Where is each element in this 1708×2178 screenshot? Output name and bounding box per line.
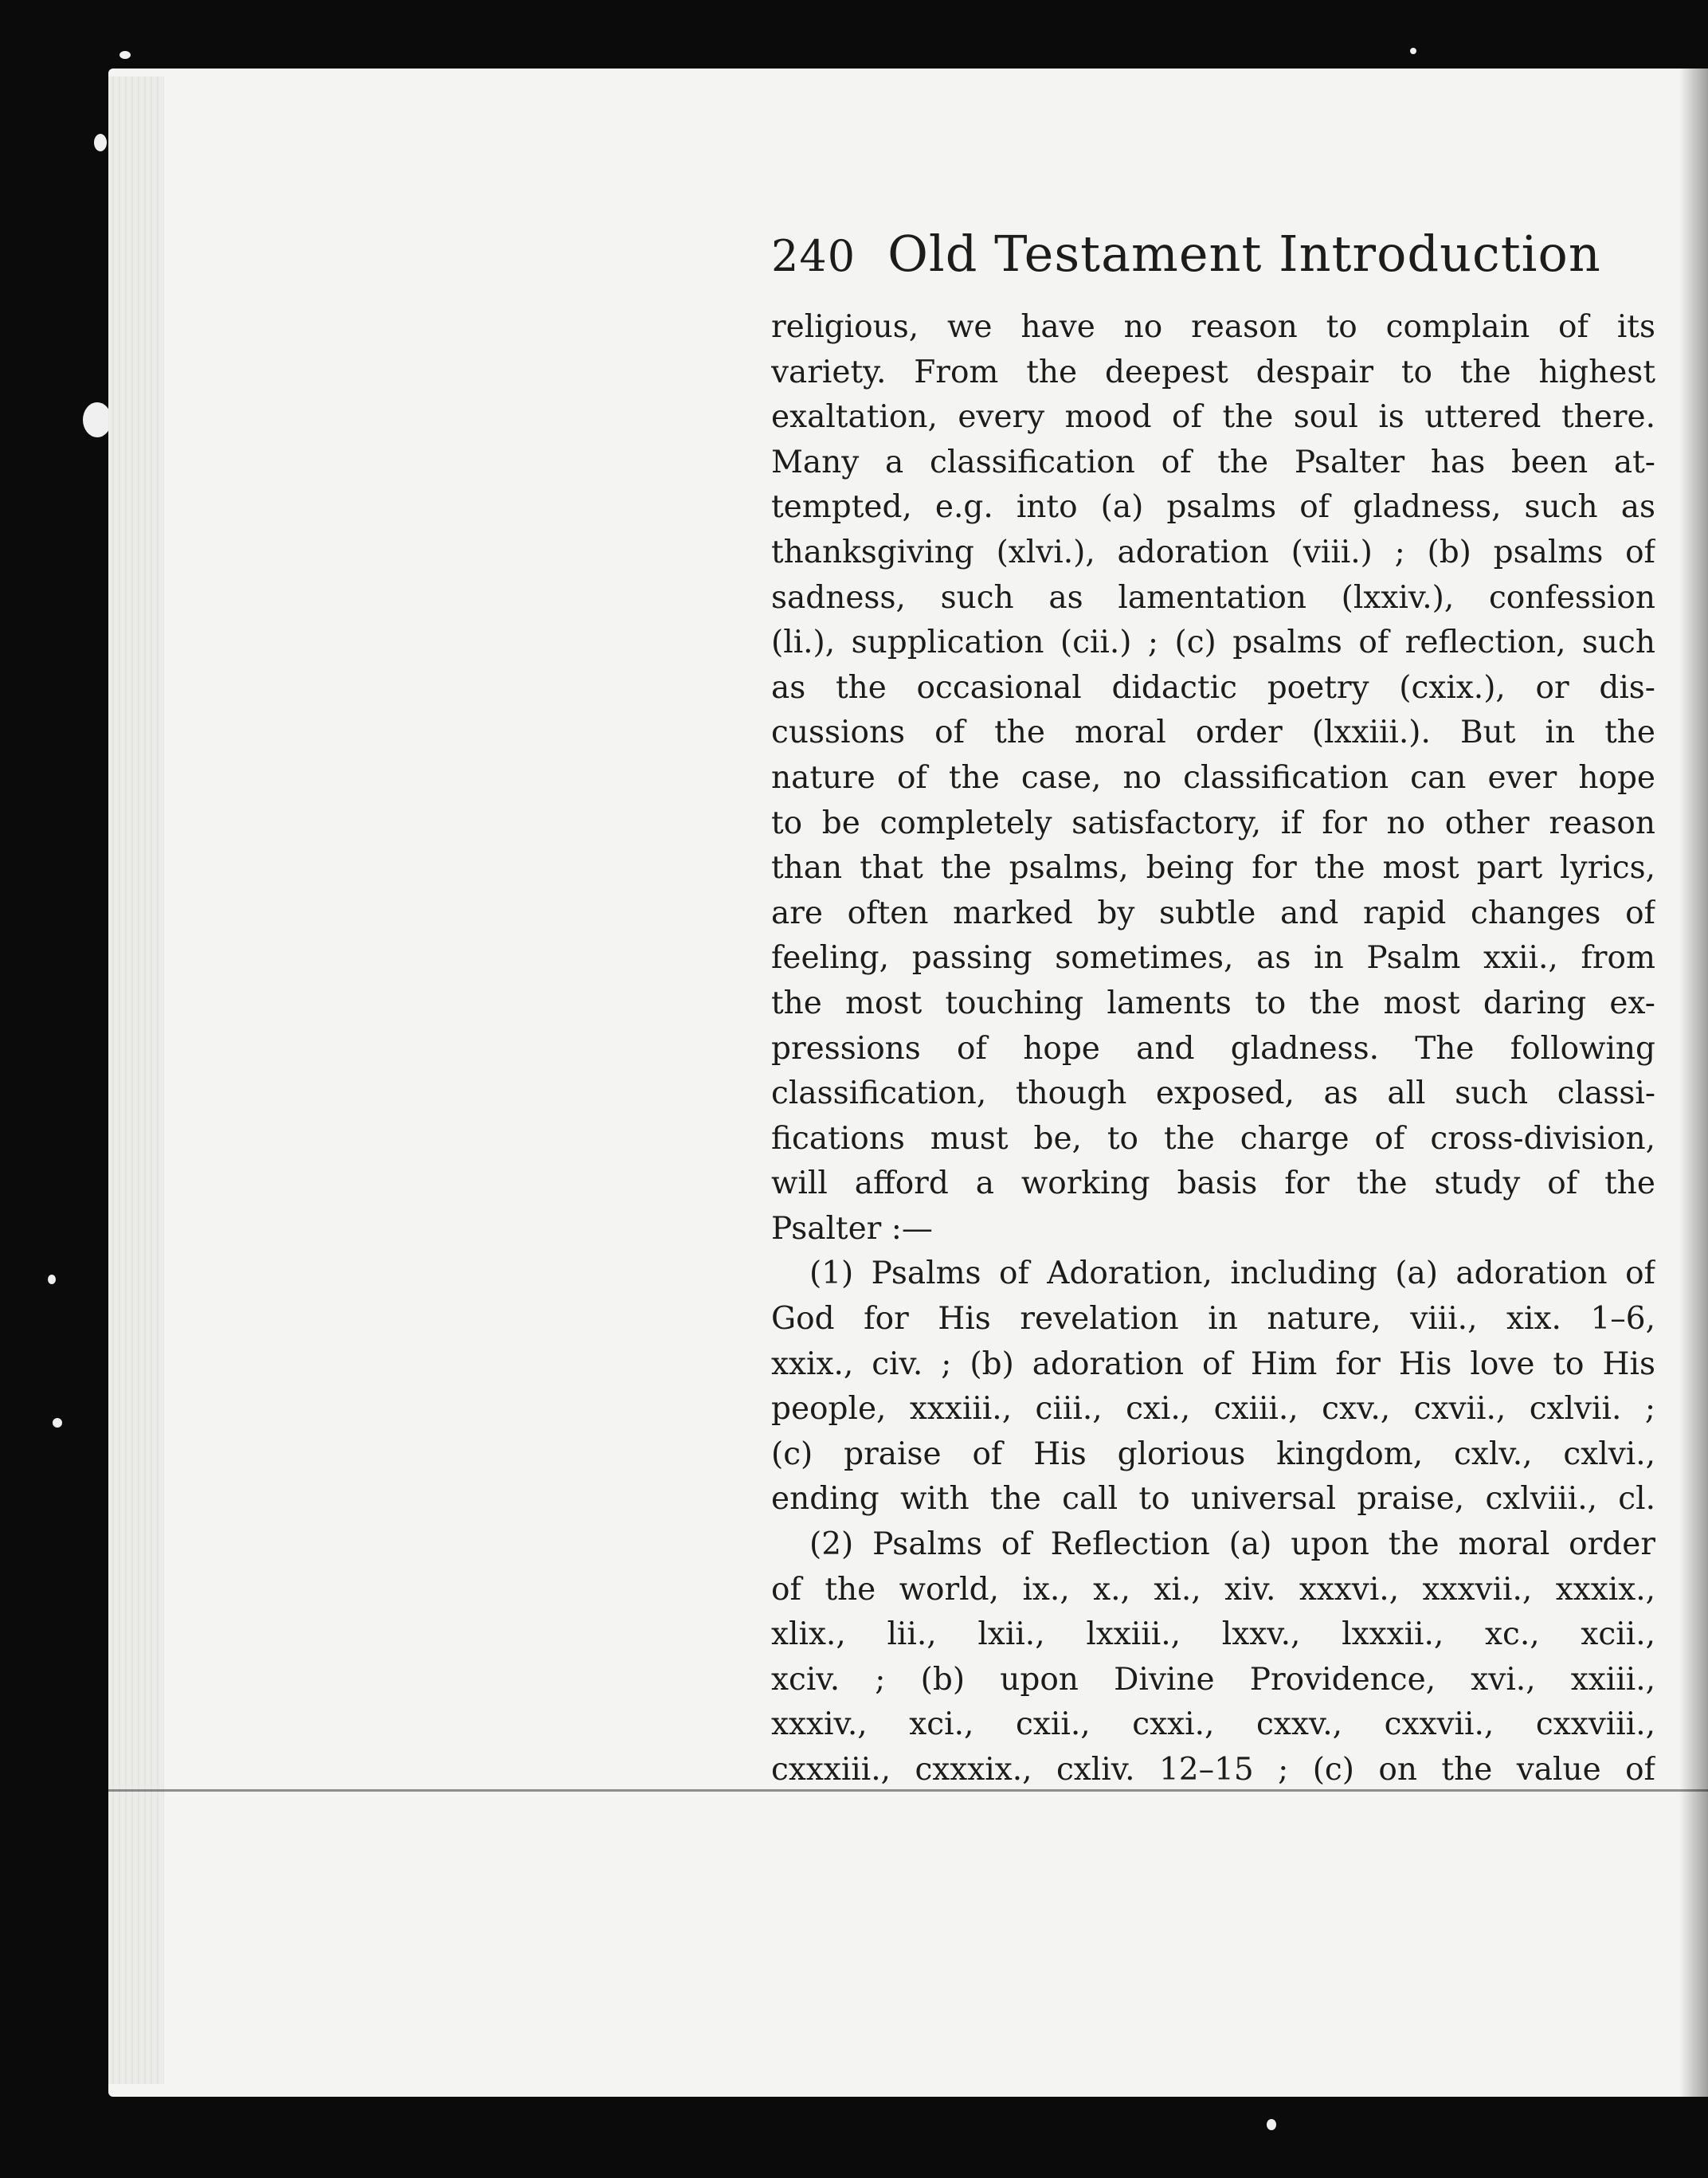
text-line: than that the psalms, being for the most part lyrics, — [771, 850, 1655, 887]
spine-shadow — [1679, 69, 1708, 2097]
text-line: cxxxiii., cxxxix., cxliv. 12–15 ; (c) on the value of — [771, 1752, 1655, 1788]
text-line: the most touching laments to the most daring ex- — [771, 985, 1655, 1021]
text-line: xxix., civ. ; (b) adoration of Him for His love to His — [771, 1346, 1655, 1382]
text-line: religious, we have no reason to complain of its — [771, 309, 1655, 345]
paragraph-adoration — [771, 1252, 1655, 1522]
text-line: fications must be, to the charge of cross-division, — [771, 1120, 1655, 1157]
text-line: are often marked by subtle and rapid changes of — [771, 895, 1655, 931]
text-line: (2) Psalms of Reflection (a) upon the moral order — [809, 1526, 1655, 1563]
text-line: tempted, e.g. into (a) psalms of gladness, such as — [771, 489, 1655, 526]
paragraph-reflection — [771, 1522, 1655, 1793]
text-column — [771, 226, 1655, 1793]
text-line: will afford a working basis for the study of the — [771, 1165, 1655, 1202]
page-edge-stack — [108, 76, 164, 2084]
running-title: Old Testament Introduction — [887, 225, 1601, 283]
text-line: thanksgiving (xlvi.), adoration (viii.) ; (b) psalms of — [771, 534, 1655, 570]
text-line: people, xxxiii., ciii., cxi., cxiii., cxv., cxvii., cxlvii. ; — [771, 1391, 1655, 1428]
text-line: xxxiv., xci., cxii., cxxi., cxxv., cxxvii., cxxviii., — [771, 1706, 1655, 1743]
text-line: to be completely satisfactory, if for no other reason — [771, 805, 1655, 841]
text-line: (1) Psalms of Adoration, including (a) adoration of — [809, 1255, 1655, 1292]
text-line: ending with the call to universal praise, cxlviii., cl. — [771, 1481, 1655, 1518]
dust-speck — [94, 134, 107, 151]
running-head — [771, 226, 1655, 284]
text-line: Many a classification of the Psalter has been at- — [771, 444, 1655, 480]
text-line: xciv. ; (b) upon Divine Providence, xvi., xxiii., — [771, 1661, 1655, 1698]
text-line: pressions of hope and gladness. The following — [771, 1030, 1655, 1067]
text-line: classification, though exposed, as all such classi- — [771, 1075, 1655, 1112]
text-line: (li.), supplication (cii.) ; (c) psalms of reflection, such — [771, 625, 1655, 661]
dust-speck — [53, 1418, 62, 1428]
text-line: exaltation, every mood of the soul is uttered there. — [771, 399, 1655, 436]
dust-speck — [119, 51, 131, 59]
text-line: as the occasional didactic poetry (cxix.), or dis- — [771, 669, 1655, 706]
text-line: cussions of the moral order (lxxiii.). But in the — [771, 715, 1655, 751]
text-line: God for His revelation in nature, viii., xix. 1–6, — [771, 1301, 1655, 1338]
text-line: (c) praise of His glorious kingdom, cxlv., cxlvi., — [771, 1436, 1655, 1472]
dust-speck — [48, 1275, 56, 1284]
text-line: xlix., lii., lxii., lxxiii., lxxv., lxxxii., xc., xcii., — [771, 1616, 1655, 1653]
text-line: nature of the case, no classification can ever hope — [771, 759, 1655, 796]
text-line: of the world, ix., x., xi., xiv. xxxvi., xxxvii., xxxix., — [771, 1571, 1655, 1608]
paragraph-intro — [771, 305, 1655, 1252]
dust-speck — [1410, 48, 1416, 54]
dust-speck — [1267, 2119, 1276, 2130]
dust-speck — [83, 402, 112, 437]
text-line: sadness, such as lamentation (lxxiv.), confession — [771, 579, 1655, 616]
text-line: feeling, passing sometimes, as in Psalm xxii., from — [771, 940, 1655, 977]
text-line: Psalter :— — [771, 1210, 933, 1247]
text-line: variety. From the deepest despair to the highest — [771, 354, 1655, 390]
page-number: 240 — [771, 231, 856, 281]
